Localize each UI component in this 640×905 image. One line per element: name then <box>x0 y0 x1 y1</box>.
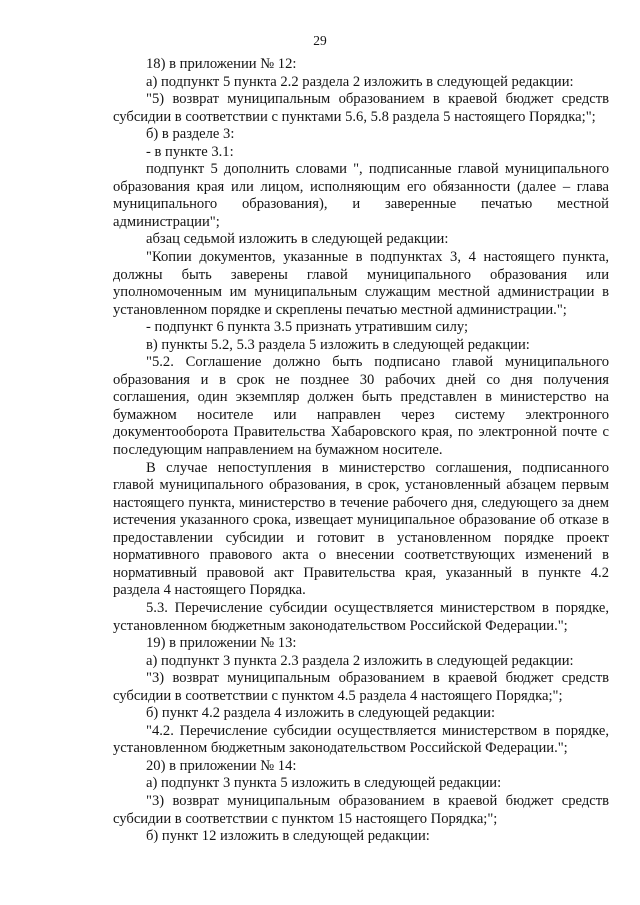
paragraph: В случае непоступления в министерство соглашения, подписанного главой муниципального образования, в срок, установленный абзацем первым настоящего пункта, министерство в течение рабочего дня, следующего за днем истечения указанного срока, извещает муниципальное образование об отказе в предоставлении субсидии и готовит в установленном порядке проект нормативного правового акта о внесении соответствующих изменений в нормативный правовой акт Правительства края, указанный в пункте 4.2 раздела 4 настоящего Порядка. <box>113 459 609 599</box>
paragraph: "5.2. Соглашение должно быть подписано главой муниципального образования и в срок не позднее 30 рабочих дней со дня получения соглашения, один экземпляр должен быть представлен в министерство на бумажном носителе или направлен через систему электронного документооборота Правительства Хабаровского края, по электронной почте с последующим направлением на бумажном носителе. <box>113 354 609 459</box>
paragraph: "5) возврат муниципальным образованием в краевой бюджет средств субсидии в соответствии с пунктами 5.6, 5.8 раздела 5 настоящего Порядка;"; <box>113 91 609 125</box>
paragraph: 5.3. Перечисление субсидии осуществляется министерством в порядке, установленном бюджетным законодательством Российской Федерации."; <box>113 599 609 634</box>
paragraph: а) подпункт 3 пункта 5 изложить в следующей редакции: <box>146 775 502 792</box>
paragraph: в) пункты 5.2, 5.3 раздела 5 изложить в следующей редакции: <box>146 336 530 353</box>
paragraph: б) пункт 4.2 раздела 4 изложить в следующей редакции: <box>146 705 496 722</box>
paragraph: "3) возврат муниципальным образованием в краевой бюджет средств субсидии в соответствии с пунктом 4.5 раздела 4 настоящего Порядка;"; <box>113 670 609 704</box>
paragraph: а) подпункт 3 пункта 2.3 раздела 2 изложить в следующей редакции: <box>146 652 574 669</box>
paragraph: "4.2. Перечисление субсидии осуществляется министерством в порядке, установленном бюджетным законодательством Российской Федерации."; <box>113 722 609 757</box>
paragraph: а) подпункт 5 пункта 2.2 раздела 2 изложить в следующей редакции: <box>146 73 574 90</box>
paragraph: б) пункт 12 изложить в следующей редакции: <box>146 828 430 845</box>
document-body <box>113 56 609 846</box>
paragraph: 20) в приложении № 14: <box>146 757 297 774</box>
paragraph: 19) в приложении № 13: <box>146 635 297 652</box>
paragraph: б) в разделе 3: <box>146 126 235 143</box>
page-number: 29 <box>313 33 327 48</box>
paragraph: - подпункт 6 пункта 3.5 признать утратившим силу; <box>146 319 469 336</box>
paragraph: - в пункте 3.1: <box>146 143 234 160</box>
paragraph: "3) возврат муниципальным образованием в краевой бюджет средств субсидии в соответствии с пунктом 15 настоящего Порядка;"; <box>113 792 609 827</box>
paragraph: 18) в приложении № 12: <box>146 56 297 72</box>
paragraph: "Копии документов, указанные в подпунктах 3, 4 настоящего пункта, должны быть заверены главой муниципального образования или уполномоченным им муниципальным служащим местной администрации в установленном порядке и скреплены печатью местной администрации."; <box>113 249 609 318</box>
paragraph: подпункт 5 дополнить словами ", подписанные главой муниципального образования края или лицом, исполняющим его обязанности (далее – глава муниципального образования), и заверенные печатью местной администрации"; <box>113 161 609 230</box>
paragraph: абзац седьмой изложить в следующей редакции: <box>146 231 449 248</box>
